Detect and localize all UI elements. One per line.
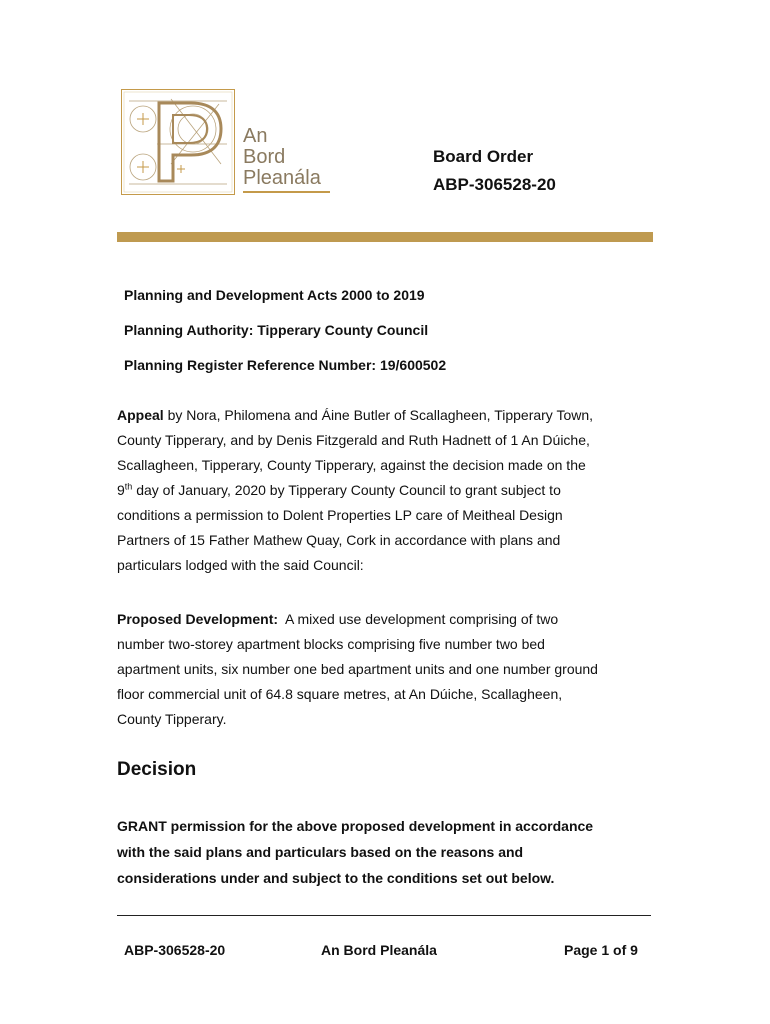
wordmark-underline [243,191,330,193]
paragraph-line: Scallagheen, Tipperary, County Tipperary, against the decision made on the [117,457,586,473]
decision-statement [117,813,593,891]
line-text: day of January, 2020 by Tipperary County Council to grant subject to [132,482,561,498]
line-text: A mixed use development comprising of two [278,611,559,627]
paragraph-line: considerations under and subject to the conditions set out below. [117,870,555,886]
footer-page-number: Page 1 of 9 [564,942,638,958]
paragraph-line: particulars lodged with the said Council: [117,557,364,573]
proposed-development-paragraph [117,607,657,732]
appeal-label: Appeal [117,407,164,423]
header-divider-bar [117,232,653,242]
paragraph-line: County Tipperary, and by Denis Fitzgerald and Ruth Hadnett of 1 An Dúiche, [117,432,590,448]
logo-wordmark [243,126,321,189]
line-text: by Nora, Philomena and Áine Butler of Scallagheen, Tipperary Town, [163,407,594,423]
order-header [433,143,556,199]
register-line: Planning Register Reference Number: 19/600502 [124,357,447,373]
acts-line: Planning and Development Acts 2000 to 2019 [124,287,425,303]
decision-heading: Decision [117,759,197,780]
proposed-label: Proposed Development: [117,611,279,627]
order-title: Board Order [433,147,534,166]
wordmark-line: An [243,125,268,147]
an-bord-pleanala-logo-icon [121,89,235,195]
paragraph-line [117,607,657,632]
paragraph-line: floor commercial unit of 64.8 square metres, at An Dúiche, Scallagheen, [117,686,563,702]
case-metadata [124,283,446,388]
footer-organisation: An Bord Pleanála [321,942,437,958]
paragraph-line: Partners of 15 Father Mathew Quay, Cork in accordance with plans and [117,532,561,548]
paragraph-line: conditions a permission to Dolent Properties LP care of Meitheal Design [117,507,563,523]
day-number: 9 [117,482,125,498]
wordmark-line: Pleanála [243,167,321,189]
paragraph-line: number two-storey apartment blocks comprising five number two bed [117,636,545,652]
wordmark-line: Bord [243,146,286,168]
order-reference: ABP-306528-20 [433,175,556,194]
paragraph-line: apartment units, six number one bed apartment units and one number ground [117,661,598,677]
day-suffix: th [124,481,133,492]
appeal-paragraph [117,403,657,578]
footer-reference: ABP-306528-20 [124,942,226,958]
paragraph-line: County Tipperary. [117,711,227,727]
paragraph-line: GRANT permission for the above proposed development in accordance [117,818,594,834]
authority-line: Planning Authority: Tipperary County Council [124,322,429,338]
paragraph-line [117,403,657,428]
paragraph-line [117,478,657,503]
footer-divider [117,915,651,916]
paragraph-line: with the said plans and particulars based on the reasons and [117,844,524,860]
